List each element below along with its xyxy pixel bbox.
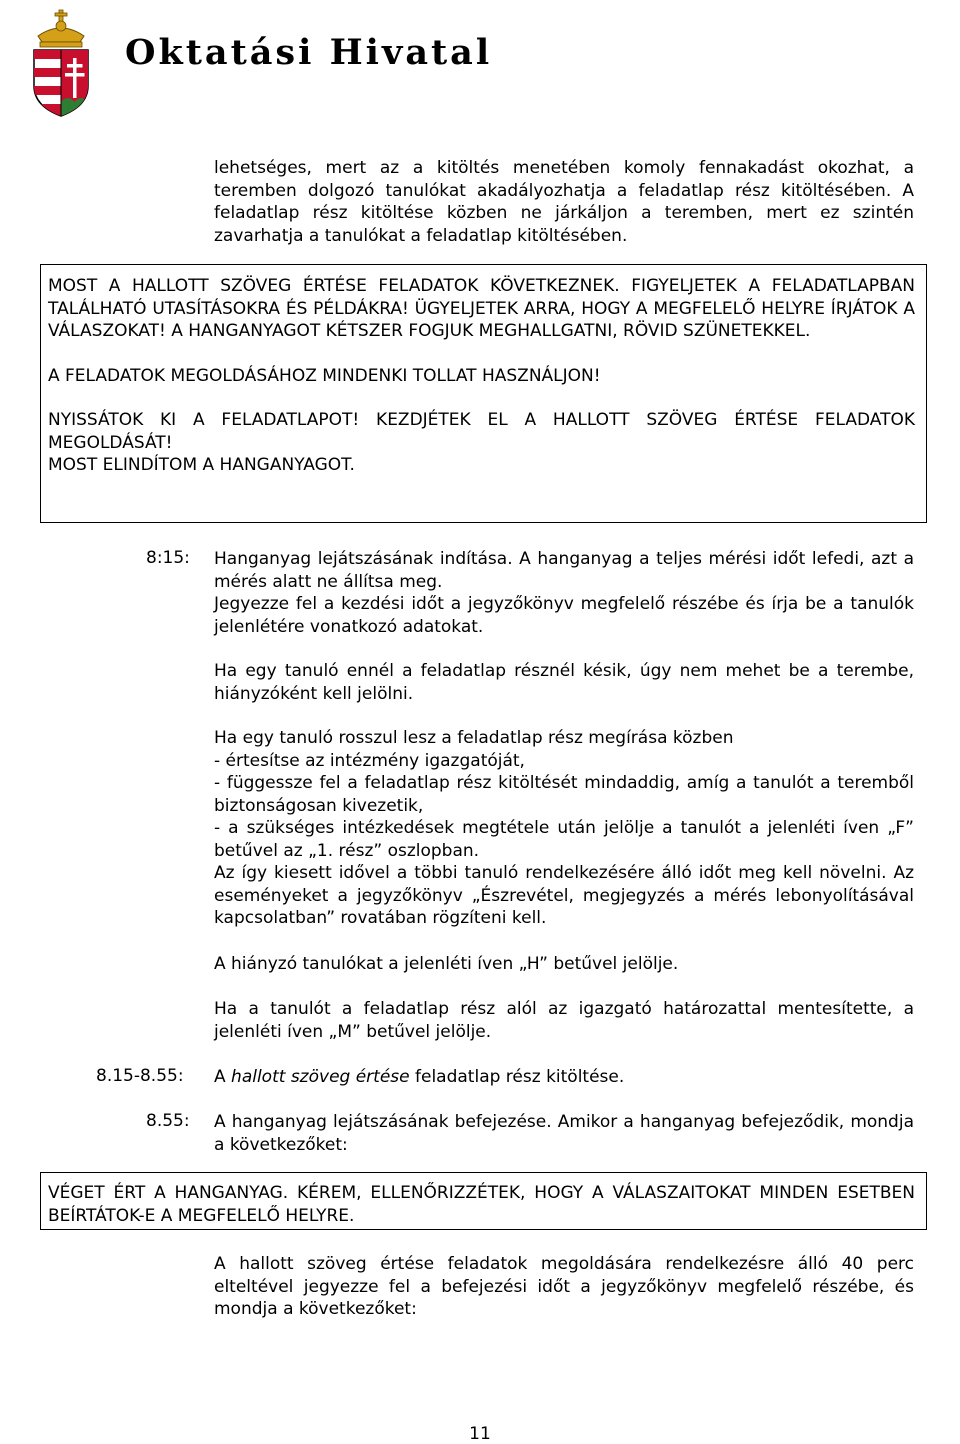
- section-815-855-italic: hallott szöveg értése: [231, 1067, 410, 1087]
- intro-paragraph: lehetséges, mert az a kitöltés menetében komoly fennakadást okozhat, a teremben dolgozó tanulókat akadályozhatja a feladatlap rész kitöltésében. A feladatlap rész kitöltése közben ne járkáljon a teremben, mert ez szintén zavarhatja a tanulókat a feladatlap kitöltésében.: [214, 158, 914, 246]
- box1-paragraph-1: MOST A HALLOTT SZÖVEG ÉRTÉSE FELADATOK KÖVETKEZNEK. FIGYELJETEK A FELADATLAPBAN TALÁLHATÓ UTASÍTÁSOKRA ÉS PÉLDÁKRA! ÜGYELJETEK ARRA, HOGY A MEGFELELŐ HELYRE ÍRJÁTOK A VÁLASZOKAT! A HANGANYAGOT KÉTSZER FOGJUK MEGHALLGATNI, RÖVID SZÜNETEKKEL.: [48, 276, 915, 341]
- box1-paragraph-3: NYISSÁTOK KI A FELADATLAPOT! KEZDJÉTEK EL A HALLOTT SZÖVEG ÉRTÉSE FELADATOK MEGOLDÁSÁT!: [48, 410, 915, 453]
- section-815-855-prefix: A: [214, 1067, 232, 1087]
- box2-paragraph: VÉGET ÉRT A HANGANYAG. KÉREM, ELLENŐRIZZÉTEK, HOGY A VÁLASZAITOKAT MINDEN ESETBEN BEÍRTÁTOK-E A MEGFELELŐ HELYRE.: [48, 1183, 915, 1226]
- section-815-855-paragraph: [214, 1066, 914, 1089]
- section-815-855-suffix: feladatlap rész kitöltése.: [409, 1067, 625, 1087]
- time-label-815: 8:15:: [146, 548, 190, 568]
- time-label-855: 8.55:: [146, 1111, 190, 1131]
- sick-student-intro: Ha egy tanuló rosszul lesz a feladatlap rész megírása közben: [214, 728, 734, 748]
- sick-student-time-note: Az így kiesett idővel a többi tanuló rendelkezésére álló időt meg kell növelni. Az eseményeket a jegyzőkönyv „Észrevétel, megjegyzés a mérés lebonyolításával kapcsolatban” rovatában rögzíteni kell.: [214, 863, 914, 928]
- absent-student-paragraph: A hiányzó tanulókat a jelenléti íven „H” betűvel jelölje.: [214, 954, 679, 974]
- instruction-box-1: [40, 264, 927, 523]
- sick-student-bullet-2: - függessze fel a feladatlap rész kitöltését mindaddig, amíg a tanulót a teremből biztonságosan kivezetik,: [214, 773, 914, 816]
- sick-student-bullet-1: - értesítse az intézmény igazgatóját,: [214, 750, 525, 771]
- closing-paragraph: A hallott szöveg értése feladatok megoldására rendelkezésre álló 40 perc elteltével jegyezze fel a befejezési időt a jegyzőkönyv megfelelő részébe, és mondja a következőket:: [214, 1254, 914, 1319]
- section-855-paragraph: A hanganyag lejátszásának befejezése. Amikor a hanganyag befejeződik, mondja a következőket:: [214, 1112, 914, 1155]
- time-label-815-855: 8.15-8.55:: [96, 1066, 184, 1086]
- section-815-paragraph-3: Ha egy tanuló ennél a feladatlap résznél késik, úgy nem mehet be a terembe, hiányzóként kell jelölni.: [214, 661, 914, 704]
- sick-student-block: [214, 727, 914, 930]
- instruction-box-2: [40, 1172, 927, 1230]
- box1-paragraph-2: A FELADATOK MEGOLDÁSÁHOZ MINDENKI TOLLAT HASZNÁLJON!: [48, 365, 601, 386]
- box1-paragraph-4: MOST ELINDÍTOM A HANGANYAGOT.: [48, 455, 355, 475]
- exempt-student-paragraph: Ha a tanulót a feladatlap rész alól az igazgató határozattal mentesítette, a jelenléti íven „M” betűvel jelölje.: [214, 999, 914, 1042]
- page-header: [28, 6, 628, 124]
- page-number: 11: [469, 1424, 491, 1444]
- coat-of-arms-icon: [28, 6, 94, 118]
- sick-student-bullet-3: - a szükséges intézkedések megtétele után jelölje a tanulót a jelenléti íven „F” betűvel az „1. rész” oszlopban.: [214, 818, 914, 861]
- organization-name: Oktatási Hivatal: [125, 32, 493, 73]
- section-815-paragraph-1: Hanganyag lejátszásának indítása. A hanganyag a teljes mérési időt lefedi, azt a mérés alatt ne állítsa meg.: [214, 549, 914, 592]
- section-815-paragraph-2: Jegyezze fel a kezdési időt a jegyzőkönyv megfelelő részébe és írja be a tanulók jelenlétére vonatkozó adatokat.: [214, 594, 914, 637]
